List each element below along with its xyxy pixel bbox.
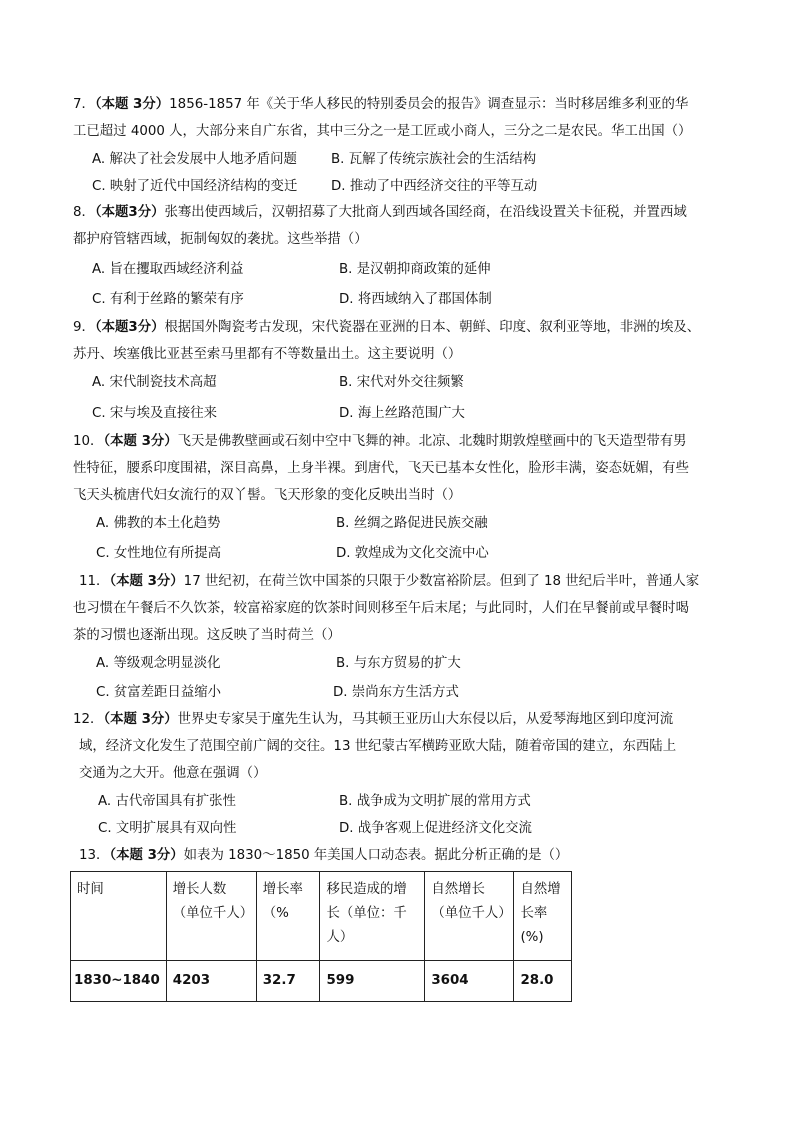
question-number: 8． xyxy=(73,205,95,220)
q12-option-b[interactable]: B. 战争成为文明扩展的常用方式 xyxy=(339,794,531,809)
q7-option-a[interactable]: A. 解决了社会发展中人地矛盾问题 xyxy=(92,152,297,167)
question-number: 9． xyxy=(73,320,95,335)
question-12-line-2: 域，经济文化发生了范围空前广阔的交往。13 世纪蒙古军横跨亚欧大陆，随着帝国的建立，东西陆上 xyxy=(79,739,677,754)
question-13-line-1 xyxy=(79,848,568,864)
table-cell: 4203 xyxy=(166,961,256,1002)
table-header-row xyxy=(71,872,572,961)
table-cell: 599 xyxy=(320,961,425,1002)
q12-option-c[interactable]: C. 文明扩展具有双向性 xyxy=(98,821,237,836)
question-number: 7． xyxy=(73,97,95,112)
question-number: 11． xyxy=(79,574,110,589)
q9-option-a[interactable]: A. 宋代制瓷技术高超 xyxy=(92,375,217,390)
population-table xyxy=(70,871,572,1002)
table-header-cell: 增长人数（单位千人） xyxy=(166,872,256,961)
question-score-tag: （本题 3分） xyxy=(103,712,178,727)
q9-option-d[interactable]: D. 海上丝路范围广大 xyxy=(339,406,465,421)
question-8-line-1 xyxy=(73,205,687,221)
q11-option-b[interactable]: B. 与东方贸易的扩大 xyxy=(336,656,461,671)
table-cell: 3604 xyxy=(425,961,514,1002)
q7-option-b[interactable]: B. 瓦解了传统宗族社会的生活结构 xyxy=(331,152,537,167)
question-score-tag: （本题 3分） xyxy=(94,97,170,112)
q7-option-c[interactable]: C. 映射了近代中国经济结构的变迁 xyxy=(92,179,298,194)
q8-option-d[interactable]: D. 将西域纳入了郡国体制 xyxy=(339,292,492,307)
q11-option-a[interactable]: A. 等级观念明显淡化 xyxy=(96,656,221,671)
question-score-tag: （本题3分） xyxy=(94,205,165,220)
question-text: 世界史专家吴于廑先生认为，马其顿王亚历山大东侵以后，从爱琴海地区到印度河流 xyxy=(177,712,674,727)
question-score-tag: （本题 3分） xyxy=(109,848,184,863)
q8-option-b[interactable]: B. 是汉朝抑商政策的延伸 xyxy=(339,262,491,277)
question-score-tag: （本题3分） xyxy=(94,320,165,335)
question-7-line-2: 工已超过 4000 人，大部分来自广东省，其中三分之一是工匠或小商人，三分之二是农民。华工出国（） xyxy=(73,124,692,139)
question-number: 13． xyxy=(79,848,110,863)
table-cell: 32.7 xyxy=(256,961,320,1002)
question-11-line-3: 茶的习惯也逐渐出现。这反映了当时荷兰（） xyxy=(73,628,341,643)
question-score-tag: （本题 3分） xyxy=(103,434,178,449)
q12-option-d[interactable]: D. 战争客观上促进经济文化交流 xyxy=(339,821,532,836)
question-9-line-2: 苏丹、埃塞俄比亚甚至索马里都有不等数量出土。这主要说明（） xyxy=(73,347,462,362)
question-text: 根据国外陶瓷考古发现，宋代瓷器在亚洲的日本、朝鲜、印度、叙利亚等地，非洲的埃及、 xyxy=(164,320,701,335)
question-number: 12． xyxy=(73,712,104,727)
q10-option-c[interactable]: C. 女性地位有所提高 xyxy=(96,546,221,561)
table-header-cell: 自然增长率(%) xyxy=(514,872,572,961)
table-cell: 1830~1840 xyxy=(71,961,167,1002)
question-11-line-1 xyxy=(79,574,699,590)
table-header-cell: 移民造成的增长（单位：千人） xyxy=(320,872,425,961)
question-12-line-3: 交通为之大开。他意在强调（） xyxy=(79,766,267,781)
table-header-cell: 时间 xyxy=(71,872,167,961)
question-text: 1856-1857 年《关于华人移民的特别委员会的报告》调查显示：当时移居维多利亚的华 xyxy=(169,97,689,112)
table-header-cell: 自然增长（单位千人） xyxy=(425,872,514,961)
q9-option-b[interactable]: B. 宋代对外交往频繁 xyxy=(339,375,464,390)
q8-option-a[interactable]: A. 旨在攫取西域经济利益 xyxy=(92,262,244,277)
q11-option-c[interactable]: C. 贫富差距日益缩小 xyxy=(96,685,221,700)
question-text: 如表为 1830～1850 年美国人口动态表。据此分析正确的是（） xyxy=(183,848,569,863)
question-8-line-2: 都护府管辖西域，扼制匈奴的袭扰。这些举措（） xyxy=(73,232,368,247)
q10-option-a[interactable]: A. 佛教的本土化趋势 xyxy=(96,516,221,531)
question-11-line-2: 也习惯在午餐后不久饮茶，较富裕家庭的饮茶时间则移至午后末尾；与此同时，人们在早餐前或早餐时喝 xyxy=(73,601,689,616)
question-number: 10． xyxy=(73,434,104,449)
question-10-line-3: 飞天头梳唐代妇女流行的双丫髻。飞天形象的变化反映出当时（） xyxy=(73,488,462,503)
question-text: 17 世纪初，在荷兰饮中国茶的只限于少数富裕阶层。但到了 18 世纪后半叶，普通人家 xyxy=(183,574,700,589)
q8-option-c[interactable]: C. 有利于丝路的繁荣有序 xyxy=(92,292,244,307)
question-9-line-1 xyxy=(73,320,700,336)
q12-option-a[interactable]: A. 古代帝国具有扩张性 xyxy=(98,794,236,809)
table-header-cell: 增长率（% xyxy=(256,872,320,961)
question-12-line-1 xyxy=(73,712,673,728)
q11-option-d[interactable]: D. 崇尚东方生活方式 xyxy=(333,685,459,700)
question-score-tag: （本题 3分） xyxy=(109,574,184,589)
table-cell: 28.0 xyxy=(514,961,572,1002)
question-text: 张骞出使西域后，汉朝招募了大批商人到西域各国经商，在沿线设置关卡征税，并置西域 xyxy=(164,205,687,220)
table-row xyxy=(71,961,572,1002)
q10-option-d[interactable]: D. 敦煌成为文化交流中心 xyxy=(336,546,489,561)
question-10-line-1 xyxy=(73,434,687,450)
q9-option-c[interactable]: C. 宋与埃及直接往来 xyxy=(92,406,217,421)
question-7-line-1 xyxy=(73,97,688,113)
q7-option-d[interactable]: D. 推动了中西经济交往的平等互动 xyxy=(331,179,538,194)
question-10-line-2: 性特征，腰系印度围裙，深目高鼻，上身半裸。到唐代，飞天已基本女性化，脸形丰满，姿态妩媚，有些 xyxy=(73,461,689,476)
q10-option-b[interactable]: B. 丝绸之路促进民族交融 xyxy=(336,516,488,531)
question-text: 飞天是佛教壁画或石刻中空中飞舞的神。北凉、北魏时期敦煌壁画中的飞天造型带有男 xyxy=(177,434,687,449)
